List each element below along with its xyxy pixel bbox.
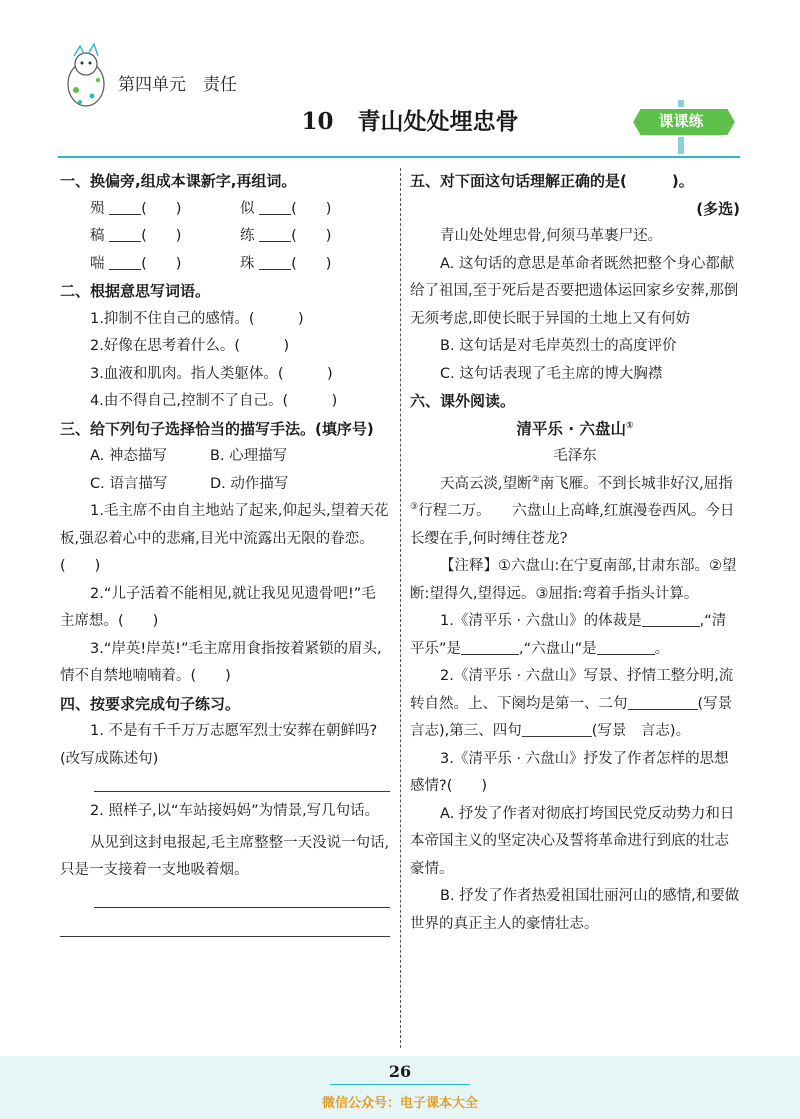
s6-option-b: B. 抒发了作者热爱祖国壮丽河山的感情,和要做世界的真正主人的豪情壮志。 [410, 888, 740, 932]
header-rule [58, 156, 740, 158]
q-text: “清平乐”是 [410, 613, 727, 657]
char-item [90, 196, 240, 224]
answer-line[interactable] [94, 791, 390, 792]
char: 喘 [90, 255, 105, 272]
char: 似 [240, 200, 255, 217]
lesson-title [260, 103, 560, 136]
section-1 [60, 168, 390, 278]
footnote-mark: ② [531, 474, 540, 485]
section-3 [60, 416, 390, 691]
char-blank[interactable] [259, 225, 291, 242]
option: C. 语言描写 [90, 475, 168, 492]
option: D. 动作描写 [210, 475, 289, 492]
answer-line[interactable] [60, 936, 390, 937]
section-2-title: 二、根据意思写词语。 [60, 282, 211, 300]
char-blank[interactable] [109, 225, 141, 242]
answer-blank[interactable] [628, 693, 698, 710]
option: A. 神态描写 [90, 448, 167, 464]
char: 练 [240, 228, 255, 244]
poem-title [410, 416, 740, 444]
s6-question-3[interactable]: 3.《清平乐 · 六盘山》抒发了作者怎样的思想感情?( ) [410, 750, 729, 794]
section-1-title: 一、换偏旁,组成本课新字,再组词。 [60, 172, 297, 190]
s6-option-a: A. 抒发了作者对彻底打垮国民党反动势力和日本帝国主义的坚定决心及誓将革命进行到底的壮志豪情。 [410, 805, 735, 877]
left-column [60, 168, 390, 943]
char: 殒 [90, 200, 105, 217]
poem-annotation: 【注释】①六盘山:在宁夏南部,甘肃东部。②望断:望得久,望得远。③屈指:弯着手指头计算。 [410, 558, 737, 602]
char-item [90, 223, 240, 251]
s5-quote: 青山处处埋忠骨,何须马革裹尸还。 [440, 228, 663, 244]
footer-rule [330, 1084, 470, 1085]
watermark-text: 微信公众号：电子课本大全 [321, 1096, 478, 1111]
word-paren[interactable]: ( ) [141, 255, 182, 272]
s4-question-2: 2. 照样子,以“车站接妈妈”为情景,写几句话。 [90, 803, 380, 819]
char-blank[interactable] [259, 253, 291, 270]
q-text: 2.《清平乐 · 六盘山》写景、抒情工整分明,流转自然。上、下阕均是第一、二句 [410, 668, 734, 712]
s3-question-2[interactable]: 2.“儿子活着不能相见,就让我见见遗骨吧!”毛主席想。( ) [60, 585, 376, 629]
poem-body [410, 471, 740, 554]
poem-author: 毛泽东 [553, 448, 597, 464]
char: 珠 [240, 255, 255, 272]
poem-title-text: 清平乐 · 六盘山 [516, 419, 627, 438]
char: 稿 [90, 228, 105, 244]
section-5 [410, 168, 740, 388]
q-text: (写景 言志)。 [591, 723, 691, 739]
s5-option-c: C. 这句话表现了毛主席的博大胸襟 [440, 365, 663, 382]
char-item [90, 251, 240, 279]
char-grid [60, 196, 390, 279]
section-2 [60, 278, 390, 416]
poem-text: 天高云淡,望断 [440, 475, 532, 492]
s5-option-a: A. 这句话的意思是革命者既然把整个身心都献给了祖国,至于死后是否要把遗体运回家乡安葬,那倒无须考虑,即使长眠于异国的土地上又有何妨 [410, 255, 739, 327]
section-4 [60, 691, 390, 937]
poem-text: 行程二万。 六盘山上高峰,红旗漫卷西风。今日长缨在手,何时缚住苍龙? [410, 503, 735, 547]
answer-blank[interactable] [461, 638, 519, 655]
section-5-title[interactable]: 五、对下面这句话理解正确的是( )。 [410, 172, 694, 190]
column-divider [400, 168, 401, 1048]
s2-item[interactable]: 1.抑制不住自己的感情。( ) [90, 310, 304, 327]
section-3-title: 三、给下列句子选择恰当的描写手法。(填序号) [60, 419, 374, 438]
s3-question-1[interactable]: 1.毛主席不由自主地站了起来,仰起头,望着天花板,强忍着心中的悲痛,目光中流露出无限的眷恋。( ) [60, 503, 389, 574]
char-blank[interactable] [109, 253, 141, 270]
word-paren[interactable]: ( ) [141, 200, 182, 217]
s5-option-b: B. 这句话是对毛岸英烈士的高度评价 [440, 338, 677, 354]
char-blank[interactable] [109, 198, 141, 215]
char-item [240, 251, 390, 279]
mascot-illustration [56, 40, 116, 114]
q-text: , [699, 613, 705, 629]
answer-blank[interactable] [642, 610, 700, 627]
footnote-mark: ③ [410, 502, 419, 513]
unit-label: 第四单元 责任 [118, 75, 237, 95]
word-paren[interactable]: ( ) [291, 255, 332, 272]
word-paren[interactable]: ( ) [141, 228, 182, 244]
word-paren[interactable]: ( ) [291, 228, 332, 244]
s2-item[interactable]: 4.由不得自己,控制不了自己。( ) [90, 393, 338, 409]
q-text: 。 [654, 640, 670, 657]
section-6 [410, 388, 747, 938]
right-column [410, 168, 747, 938]
footnote-mark: ① [626, 420, 634, 431]
word-paren[interactable]: ( ) [291, 200, 332, 217]
multi-select-note: (多选) [696, 199, 740, 218]
char-blank[interactable] [259, 198, 291, 215]
answer-blank[interactable] [522, 720, 592, 737]
section-4-title: 四、按要求完成句子练习。 [60, 694, 241, 713]
section-6-title: 六、课外阅读。 [410, 392, 516, 410]
q-text: 1.《清平乐 · 六盘山》的体裁是 [440, 613, 642, 629]
char-item [240, 223, 390, 251]
q-text: ,“六盘山”是 [519, 640, 597, 657]
answer-blank[interactable] [597, 638, 655, 655]
lesson-title-text: 青山处处埋忠骨 [357, 108, 519, 135]
option-list [60, 443, 390, 498]
option: B. 心理描写 [210, 448, 288, 464]
s4-example: 从见到这封电报起,毛主席整整一天没说一句话,只是一支接着一支地吸着烟。 [60, 834, 390, 878]
s3-question-3[interactable]: 3.“岸英!岸英!”毛主席用食指按着紧锁的眉头,情不自禁地喃喃着。( ) [60, 640, 382, 684]
s6-question-2 [410, 663, 747, 746]
lesson-number: 10 [301, 108, 334, 135]
q-text: (写景 言志),第三、四句 [410, 695, 747, 739]
s4-question-1: 1. 不是有千千万万志愿军烈士安葬在朝鲜吗?(改写成陈述句) [60, 723, 378, 767]
s2-item[interactable]: 2.好像在思考着什么。( ) [90, 338, 290, 354]
page-number: 26 [388, 1062, 412, 1081]
s2-item[interactable]: 3.血液和肌肉。指人类躯体。( ) [90, 365, 333, 382]
answer-line[interactable] [94, 907, 390, 908]
badge-label: 课课练 [658, 112, 704, 130]
char-item [240, 196, 390, 224]
s6-question-1 [410, 608, 740, 663]
poem-text: 南飞雁。不到长城非好汉,屈指 [539, 475, 733, 492]
